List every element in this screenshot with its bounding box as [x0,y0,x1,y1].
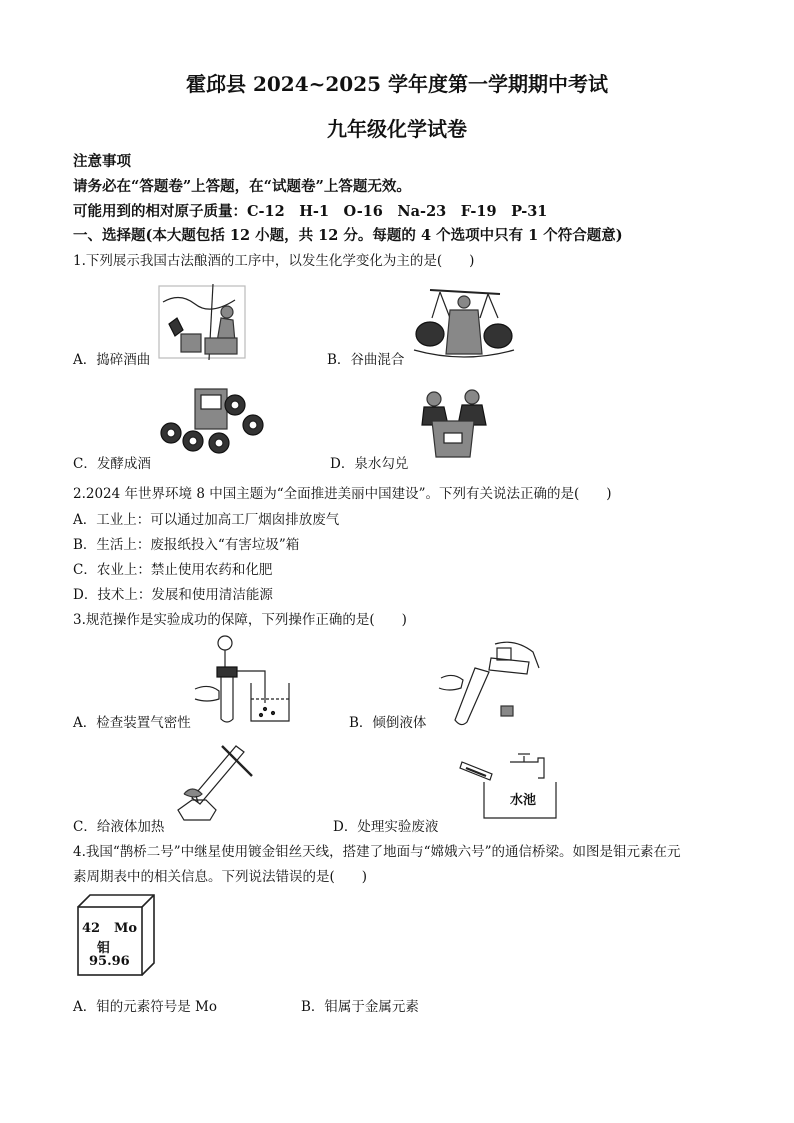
notes-line-2: 可能用到的相对原子质量：C-12 H-1 O-16 Na-23 F-19 P-31 [73,203,548,220]
notes-line-1: 请务必在“答题卷”上答题，在“试题卷”上答题无效。 [73,178,411,195]
q2-option-d: D．技术上：发展和使用清洁能源 [73,587,273,603]
q4-option-a: A．钼的元素符号是 Mo [73,999,217,1015]
q2-option-a: A．工业上：可以通过加高工厂烟囱排放废气 [73,512,340,528]
q3-stem: 3.规范操作是实验成功的保障，下列操作正确的是( ) [73,612,407,628]
q3-image-a-airtightness [195,633,295,725]
q1-image-c [157,385,265,457]
q1-stem: 1.下列展示我国古法酿酒的工序中，以发生化学变化为主的是( ) [73,253,475,269]
element-symbol: Mo [114,921,138,936]
element-atomic-number: 42 [82,921,101,936]
exam-title: 霍邱县 2024~2025 学年度第一学期期中考试 [185,72,608,96]
q3-image-c-heat-liquid [170,740,260,822]
q3-option-a: A．检查装置气密性 [73,715,191,731]
q3-option-b: B．倾倒液体 [349,715,427,731]
q1-image-b [410,284,518,364]
q1-image-d [414,385,492,460]
q3-image-b-pour-liquid [435,638,545,726]
sink-label: 水池 [510,793,537,808]
section-1-heading: 一、选择题(本大题包括 12 小题，共 12 分。每题的 4 个选项中只有 1 个符合题意) [73,227,623,244]
q3-image-d-waste-sink [460,748,560,820]
q3-option-d: D．处理实验废液 [333,819,439,835]
q2-stem: 2.2024 年世界环境 8 中国主题为“全面推进美丽中国建设”。下列有关说法正确的是( ) [73,486,612,502]
q2-option-c: C．农业上：禁止使用农药和化肥 [73,562,273,578]
q1-option-d: D．泉水勾兑 [330,456,409,472]
q4-stem-line-1: 4.我国“鹊桥二号”中继星使用镀金钼丝天线，搭建了地面与“嫦娥六号”的通信桥梁。如图是钼元素在元 [73,844,681,860]
notes-heading: 注意事项 [73,153,131,170]
q1-option-c: C．发酵成酒 [73,456,151,472]
element-name: 钼 [97,941,111,956]
q3-option-c: C．给液体加热 [73,819,165,835]
exam-subtitle: 九年级化学试卷 [327,117,467,141]
q1-option-a: A．捣碎酒曲 [73,352,151,368]
q1-image-a [155,282,250,362]
q1-option-b: B．谷曲混合 [327,352,405,368]
q4-option-b: B．钼属于金属元素 [301,999,419,1015]
q4-stem-line-2: 素周期表中的相关信息。下列说法错误的是( ) [73,869,368,885]
element-atomic-mass: 95.96 [89,954,130,969]
q2-option-b: B．生活上：废报纸投入“有害垃圾”箱 [73,537,300,553]
